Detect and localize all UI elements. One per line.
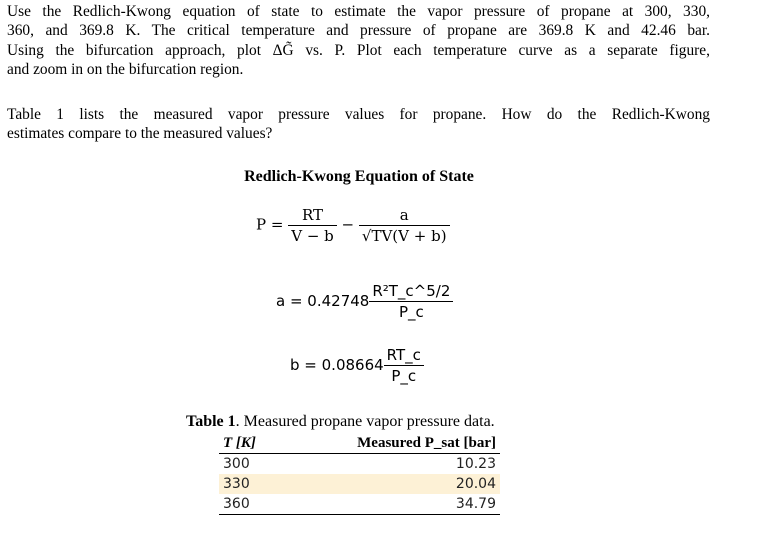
table-caption — [186, 413, 495, 431]
paragraph-line: Using the bifurcation approach, plot ΔG̃ vs. P. Plot each temperature curve as a separate figure, — [7, 41, 710, 59]
problem-paragraph-1 — [7, 2, 710, 79]
paragraph-line: Use the Redlich-Kwong equation of state to estimate the vapor pressure of propane at 300, 330, — [7, 3, 710, 20]
eq-p-lhs: P = — [256, 215, 284, 234]
paragraph-line: 360, and 369.8 K. The critical temperature and pressure of propane are 369.8 K and 42.46 bar. — [7, 22, 710, 40]
eq-b-lhs: b = 0.08664 — [290, 356, 384, 374]
eq-p-term1 — [288, 206, 337, 245]
equation-b — [290, 346, 424, 385]
eq-p-term1-num: RT — [288, 206, 337, 226]
eq-b-frac — [384, 346, 424, 385]
eq-p-term2-num: a — [359, 206, 450, 226]
paragraph-line: and zoom in on the bifurcation region. — [7, 60, 244, 78]
table-header-row — [219, 434, 500, 454]
eq-p-term2-den: √TV(V + b) — [361, 227, 447, 245]
eq-a-frac — [369, 282, 453, 321]
table-row — [219, 454, 500, 475]
eq-b-num: RT_c — [384, 346, 424, 366]
eq-p-term1-den: V − b — [291, 227, 334, 245]
header-temperature: T [K] — [219, 434, 331, 454]
cell-pressure: 34.79 — [331, 494, 500, 515]
table-caption-text: . Measured propane vapor pressure data. — [235, 413, 495, 430]
vapor-pressure-table — [219, 434, 500, 515]
eq-a-den: P_c — [398, 303, 424, 321]
eq-a-num: R²T_c^5/2 — [369, 282, 453, 302]
eq-p-term2 — [359, 206, 450, 245]
table-row — [219, 494, 500, 515]
eq-p-minus: − — [341, 215, 355, 234]
problem-paragraph-2 — [7, 105, 710, 144]
header-pressure: Measured P_sat [bar] — [331, 434, 500, 454]
eq-b-den: P_c — [391, 367, 417, 385]
cell-pressure: 10.23 — [455, 456, 496, 472]
paragraph-line: estimates compare to the measured values? — [7, 125, 273, 143]
paragraph-line: Table 1 lists the measured vapor pressure values for propane. How do the Redlich-Kwong — [7, 106, 710, 123]
cell-pressure: 20.04 — [331, 474, 500, 494]
eq-a-lhs: a = 0.42748 — [276, 292, 370, 310]
equation-heading: Redlich-Kwong Equation of State — [244, 168, 474, 185]
cell-temperature: 360 — [219, 494, 331, 515]
table-row — [219, 474, 500, 494]
table-caption-label: Table 1 — [186, 413, 236, 430]
equation-a — [276, 282, 453, 321]
cell-temperature: 330 — [219, 474, 331, 494]
equation-pressure — [256, 206, 450, 245]
cell-temperature: 300 — [223, 456, 250, 472]
